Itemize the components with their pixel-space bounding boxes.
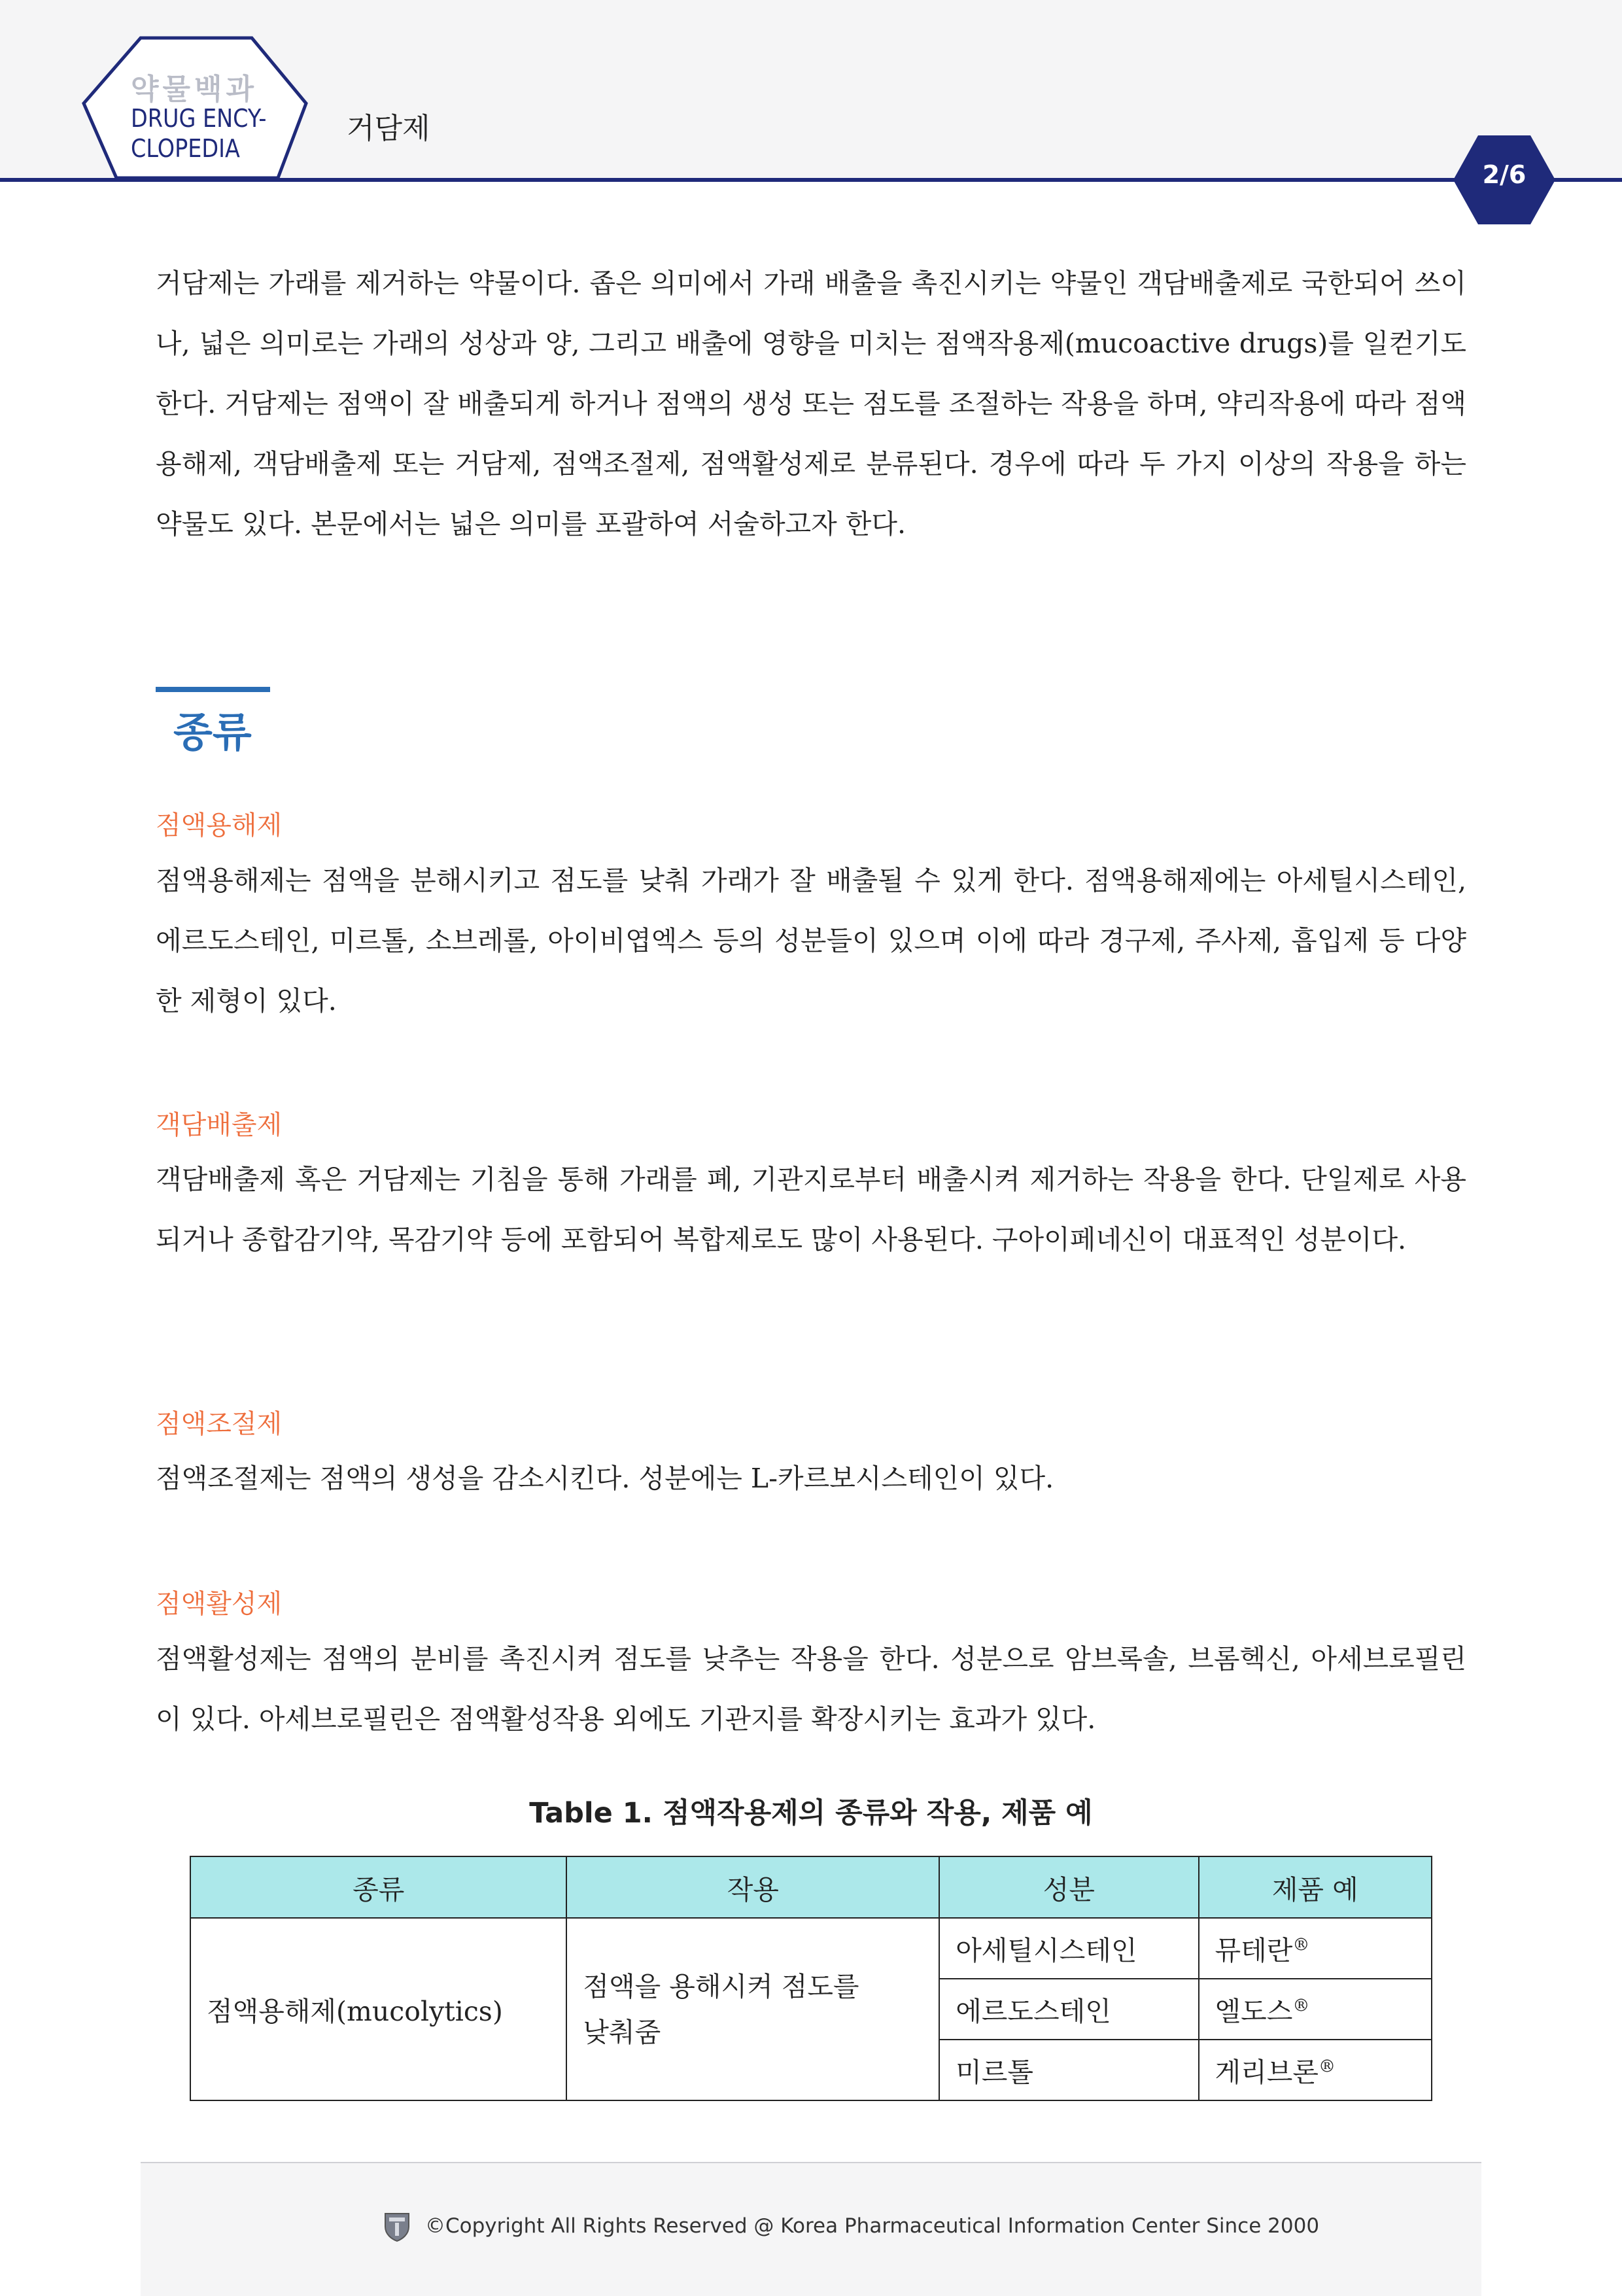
table-cell-product xyxy=(1199,1979,1432,2040)
product-name: 엘도스 xyxy=(1215,1996,1293,2027)
subsection-heading-mucokinetic: 점액활성제 xyxy=(156,1589,283,1619)
table-cell-action-text: 점액을 용해시켜 점도를 낮춰줌 xyxy=(583,1970,859,2048)
subsection-heading-mucolytic: 점액용해제 xyxy=(156,810,283,841)
registered-mark: ® xyxy=(1318,2057,1336,2077)
subsection-body-mucokinetic: 점액활성제는 점액의 분비를 촉진시켜 점도를 낮추는 작용을 한다. 성분으로 암브록솔, 브롬헥신, 아세브로필린이 있다. 아세브로필린은 점액활성작용 외에도 기관지를 확장시키는 효과가 있다. xyxy=(156,1643,1466,1735)
table-header-product: 제품 예 xyxy=(1199,1856,1432,1918)
table-cell-ingredient: 미르톨 xyxy=(939,2040,1198,2100)
table-cell-ingredient: 아세틸시스테인 xyxy=(939,1918,1198,1979)
table-cell-action xyxy=(566,1918,939,2100)
section-title: 종류 xyxy=(173,708,252,756)
table-row xyxy=(190,1918,1432,1979)
table-cell-ingredient: 에르도스테인 xyxy=(939,1979,1198,2040)
logo-english-text xyxy=(131,103,266,164)
subsection-body-expectorant: 객담배출제 혹은 거담제는 기침을 통해 가래를 폐, 기관지로부터 배출시켜 제거하는 작용을 한다. 단일제로 사용되거나 종합감기약, 목감기약 등에 포함되어 복합제로도 많이 사용된다. 구아이페네신이 대표적인 성분이다. xyxy=(156,1164,1466,1255)
intro-paragraph: 거담제는 가래를 제거하는 약물이다. 좁은 의미에서 가래 배출을 촉진시키는 약물인 객담배출제로 국한되어 쓰이나, 넓은 의미로는 가래의 성상과 양, 그리고 배출에 영향을 미치는 점액작용제(mucoactive drugs)를 일컫기도 한다. 거담제는 점액이 잘 배출되게 하거나 점액의 생성 또는 점도를 조절하는 작용을 하며, 약리작용에 따라 점액용해제, 객담배출제 또는 거담제, 점액조절제, 점액활성제로 분류된다. 경우에 따라 두 가지 이상의 작용을 하는 약물도 있다. 본문에서는 넓은 의미를 포괄하여 서술하고자 한다. xyxy=(156,268,1466,540)
header-divider xyxy=(0,178,1622,182)
shield-emblem-icon xyxy=(383,2211,411,2242)
product-name: 게리브론 xyxy=(1215,2057,1319,2088)
page-title: 거담제 xyxy=(347,112,430,145)
subsection-heading-mucoregulator: 점액조절제 xyxy=(156,1409,283,1439)
registered-mark: ® xyxy=(1292,1996,1310,2016)
table-header-row xyxy=(190,1856,1432,1918)
subsection-body-mucoregulator: 점액조절제는 점액의 생성을 감소시킨다. 성분에는 L-카르보시스테인이 있다. xyxy=(156,1463,1054,1494)
logo-english-line2: CLOPEDIA xyxy=(131,134,240,163)
table-header-ingredient: 성분 xyxy=(939,1856,1198,1918)
registered-mark: ® xyxy=(1292,1935,1310,1955)
table-cell-type: 점액용해제(mucolytics) xyxy=(190,1918,566,2100)
page-number: 2/6 xyxy=(1482,160,1527,189)
footer-copyright: ©Copyright All Rights Reserved @ Korea Pharmaceutical Information Center Since 2000 xyxy=(425,2214,1320,2238)
table-caption: Table 1. 점액작용제의 종류와 작용, 제품 예 xyxy=(529,1797,1093,1830)
logo-english-line1: DRUG ENCY- xyxy=(131,104,267,133)
logo-korean-text: 약물백과 xyxy=(131,73,258,106)
drug-table xyxy=(190,1856,1432,2101)
section-accent-bar xyxy=(156,687,270,692)
subsection-body-mucolytic: 점액용해제는 점액을 분해시키고 점도를 낮춰 가래가 잘 배출될 수 있게 한다. 점액용해제에는 아세틸시스테인, 에르도스테인, 미르톨, 소브레롤, 아이비엽엑스 등의 성분들이 있으며 이에 따라 경구제, 주사제, 흡입제 등 다양한 제형이 있다. xyxy=(156,865,1466,1017)
table-header-type: 종류 xyxy=(190,1856,566,1918)
product-name: 뮤테란 xyxy=(1215,1935,1293,1966)
table-cell-product xyxy=(1199,1918,1432,1979)
table-cell-product xyxy=(1199,2040,1432,2100)
subsection-heading-expectorant: 객담배출제 xyxy=(156,1110,283,1140)
table-header-action: 작용 xyxy=(566,1856,939,1918)
